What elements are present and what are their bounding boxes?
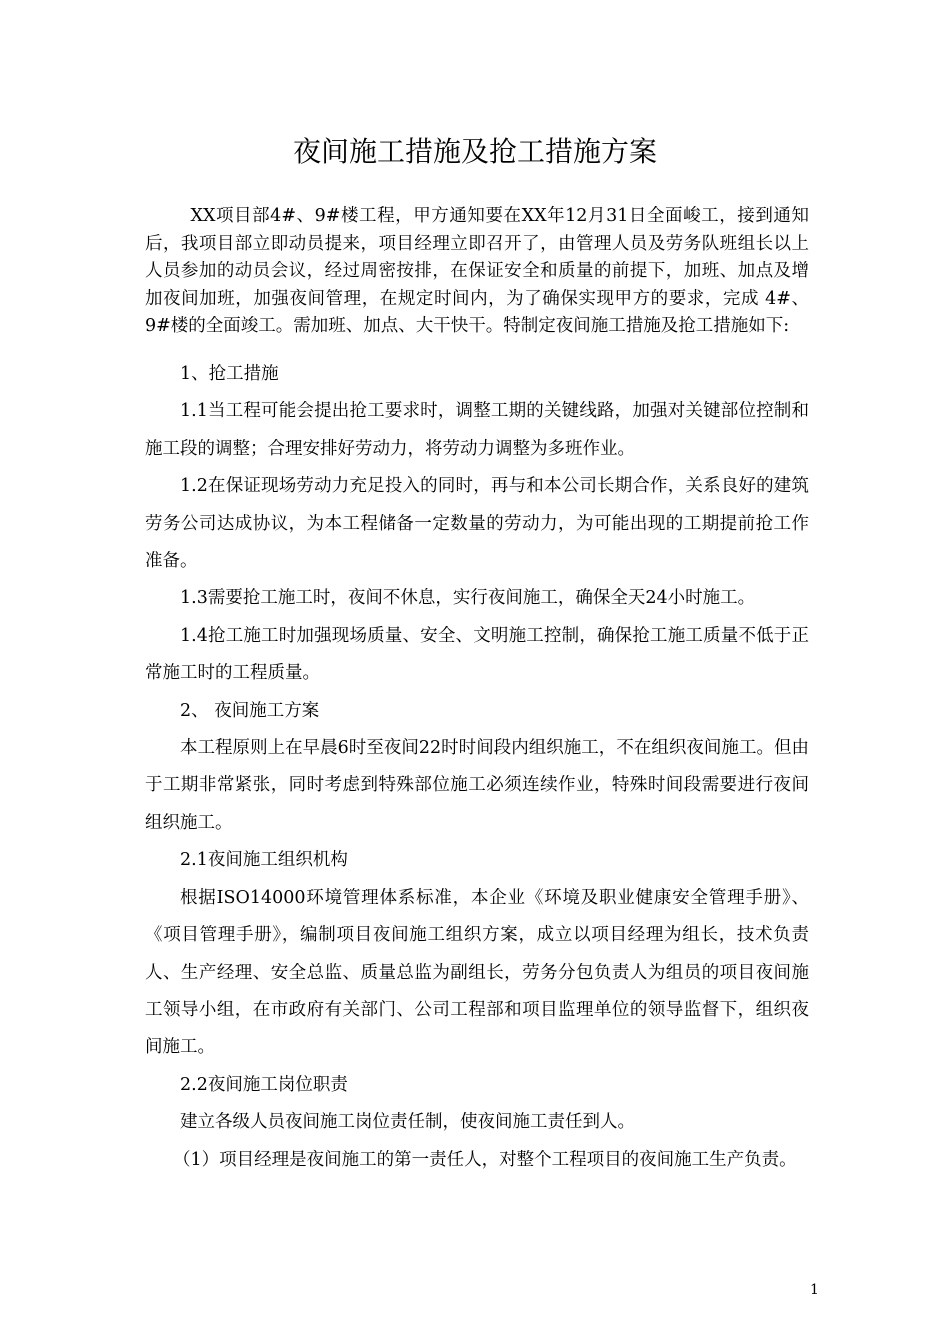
paragraph-1-1: 1.1当工程可能会提出抢工要求时，调整工期的关键线路，加强对关键部位控制和施工段的调整；合理安排好劳动力，将劳动力调整为多班作业。	[145, 401, 809, 459]
paragraph-2-2: 建立各级人员夜间施工岗位责任制，使夜间施工责任到人。	[180, 1112, 635, 1133]
paragraph-1-2: 1.2在保证现场劳动力充足投入的同时，再与和本公司长期合作，关系良好的建筑劳务公司达成协议，为本工程储备一定数量的劳动力，为可能出现的工期提前抢工作准备。	[145, 476, 809, 572]
page-number: 1	[810, 1282, 819, 1298]
paragraph-1-3: 1.3需要抢工施工时，夜间不休息，实行夜间施工，确保全天24小时施工。	[180, 588, 756, 609]
intro-paragraph: XX项目部4#、9#楼工程，甲方通知要在XX年12月31日全面峻工，接到通知后，我项目部立即动员提来，项目经理立即召开了，由管理人员及劳务队班组长以上人员参加的动员会议，经过周密按排，在保证安全和质量的前提下，加班、加点及增加夜间加班，加强夜间管理，在规定时间内，为了确保实现甲方的要求，完成 4#、9#楼的全面竣工。需加班、加点、大干快干。特制定夜间施工措施及抢工措施如下:	[145, 206, 809, 336]
subheading-2-1: 2.1夜间施工组织机构	[180, 850, 348, 871]
paragraph-2-1: 根据ISO14000环境管理体系标准，本企业《环境及职业健康安全管理手册》、《项目管理手册》，编制项目夜间施工组织方案，成立以项目经理为组长，技术负责人、生产经理、安全总监、质量总监为副组长，劳务分包负责人为组员的项目夜间施工领导小组，在市政府有关部门、公司工程部和项目监理单位的领导监督下，组织夜间施工。	[145, 887, 809, 1058]
paragraph-1-4: 1.4抢工施工时加强现场质量、安全、文明施工控制，确保抢工施工质量不低于正常施工时的工程质量。	[145, 625, 809, 684]
document-body	[145, 356, 809, 1179]
document-title: 夜间施工措施及抢工措施方案	[292, 135, 657, 168]
paragraph-2-intro: 本工程原则上在早晨6时至夜间22时时间段内组织施工，不在组织夜间施工。但由于工期非常紧张，同时考虑到特殊部位施工必须连续作业，特殊时间段需要进行夜间组织施工。	[145, 738, 809, 833]
subheading-2-2: 2.2夜间施工岗位职责	[180, 1074, 348, 1095]
list-item-1: （1）项目经理是夜间施工的第一责任人，对整个工程项目的夜间施工生产负责。	[173, 1149, 797, 1170]
section-heading-1: 1、抢工措施	[180, 364, 279, 384]
section-heading-2: 2、 夜间施工方案	[180, 700, 320, 721]
